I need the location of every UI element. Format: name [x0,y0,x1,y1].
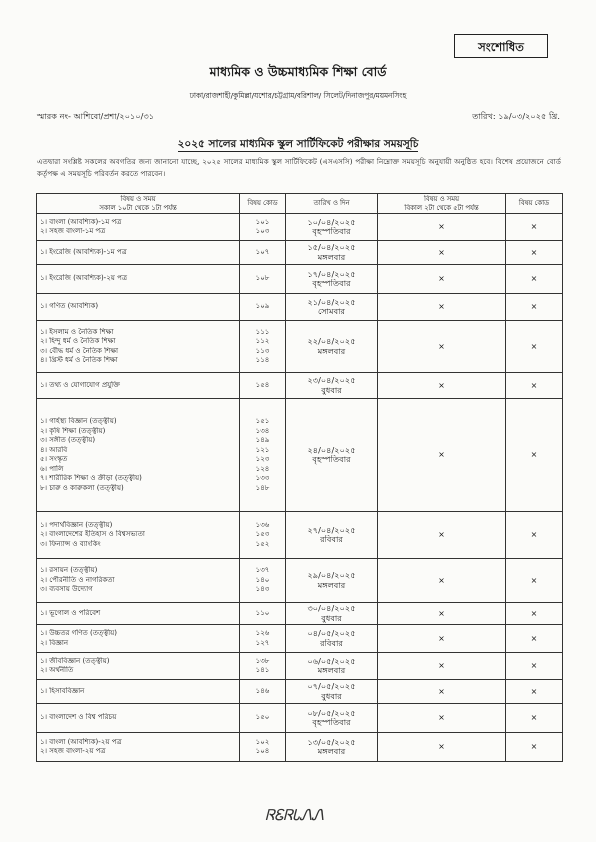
code-cell [240,603,286,625]
subject-code: ১০৩ [255,227,270,236]
subject-name: ৭। শারীরিক শিক্ষা ও ক্রীড়া (তত্ত্বীয়) [40,474,142,483]
afternoon-code-cell: × [506,653,563,680]
afternoon-subject-cell: × [378,512,506,559]
subject-name: ১। তথ্য ও যোগাযোগ প্রযুক্তি [40,380,120,389]
code-cell [240,321,286,373]
board-address: ঢাকা/রাজশাহী/কুমিল্লা/যশোর/চট্টগ্রাম/বরিশাল/ সিলেট/দিনাজপুর/ময়মনসিংহ [189,91,407,100]
subject-code: ১৩৮ [255,656,270,665]
subject-name: ২। কৃষি শিক্ষা (তত্ত্বীয়) [40,426,106,435]
table-row [37,321,563,373]
subject-cell [37,653,240,680]
exam-date: ২৯/০৪/২০২৫ [307,571,356,581]
date-cell [286,603,378,625]
subject-name: ১। ভূগোল ও পরিবেশ [40,608,101,617]
subject-cell [37,512,240,559]
subject-cell [37,321,240,373]
afternoon-code-cell: × [506,603,563,625]
afternoon-code-cell: × [506,265,563,294]
code-cell [240,704,286,733]
afternoon-subject-cell: × [378,241,506,265]
exam-day: বৃহস্পতিবার [312,279,351,289]
exam-date: ২৭/০৪/২০২৫ [307,525,356,535]
subject-name: ১। রসায়ন (তত্ত্বীয়) [40,566,98,575]
afternoon-code-cell: × [506,294,563,321]
subject-code: ১৪৮ [255,483,270,492]
subject-name: ১। জীববিজ্ঞান (তত্ত্বীয়) [40,656,110,665]
exam-date: ১৫/০৪/২০২৫ [307,243,356,253]
table-row [37,265,563,294]
subject-name: ৪। খ্রিস্ট ধর্ম ও নৈতিক শিক্ষা [40,356,118,365]
subject-name: ১। ইসলাম ও নৈতিক শিক্ষা [40,327,114,336]
code-cell [240,559,286,603]
subject-code: ১০৭ [255,247,270,256]
subject-code: ১০২ [255,737,270,746]
subject-code: ১৩৩ [255,474,270,483]
code-cell [240,265,286,294]
exam-day: বুধবার [321,613,342,623]
code-cell [240,241,286,265]
code-cell [240,733,286,762]
date-cell [286,680,378,704]
subject-code: ১০১ [255,217,270,226]
afternoon-code-cell: × [506,512,563,559]
afternoon-subject-cell: × [378,625,506,653]
header-subject-time [37,194,240,214]
subject-code: ১৪৬ [255,686,270,695]
header-afternoon-subject-label: বিষয় ও সময় [423,195,460,203]
subject-code: ১১২ [255,337,270,346]
table-row [37,294,563,321]
table-row [37,680,563,704]
date-cell [286,704,378,733]
subject-name: ২। সহজ বাংলা-২য় পত্র [40,747,106,756]
date-cell [286,214,378,241]
subject-cell [37,680,240,704]
exam-date: ০৮/০৫/২০২৫ [307,708,356,718]
exam-day: রবিবার [320,638,343,648]
document-title-text: ২০২৫ সালের মাধ্যমিক স্কুল সার্টিফিকেট পরীক্ষার সময়সূচি [177,138,419,150]
subject-code: ১২১ [255,445,270,454]
afternoon-code-cell: × [506,214,563,241]
subject-code: ১৩৪ [255,426,270,435]
subject-cell [37,733,240,762]
subject-cell [37,241,240,265]
afternoon-subject-cell: × [378,653,506,680]
exam-day: রবিবার [320,535,343,545]
exam-date: ৩০/০৪/২০২৫ [307,604,356,614]
subject-name: ৪। আরবি [40,445,68,454]
header-subject-time-label: বিষয় ও সময় [120,195,156,203]
code-cell [240,373,286,399]
afternoon-code-cell: × [506,399,563,512]
exam-date: ০৬/০৫/২০২৫ [307,656,356,666]
table-row [37,399,563,512]
subject-cell [37,704,240,733]
afternoon-subject-cell: × [378,733,506,762]
subject-code: ১৪৩ [255,585,270,594]
subject-name: ৮। চারু ও কারুকলা (তত্ত্বীয়) [40,483,124,492]
subject-name: ২। সহজ বাংলা-১ম পত্র [40,227,106,236]
exam-day: মঙ্গলবার [317,666,346,676]
exam-day: বুধবার [321,385,342,395]
code-cell [240,653,286,680]
subject-name: ১। ইংরেজি (আবশ্যিক)-২য় পত্র [40,274,127,283]
subject-name: ২। পৌরনীতি ও নাগরিকতা [40,575,115,584]
subject-code: ১০৮ [255,274,270,283]
exam-date: ২১/০৪/২০২৫ [307,297,356,307]
subject-code: ১৩৭ [255,566,270,575]
date-cell [286,321,378,373]
code-cell [240,680,286,704]
subject-code: ১১৩ [255,346,270,355]
exam-date: ০৭/০৫/২০২৫ [307,682,356,692]
code-cell [240,512,286,559]
table-row [37,559,563,603]
document-title [0,137,596,154]
date-cell [286,399,378,512]
afternoon-subject-cell: × [378,373,506,399]
subject-name: ৬। পালি [40,464,64,473]
issue-date: তারিখ: ১৯/০৩/২০২৫ খ্রি. [472,111,560,121]
subject-cell [37,294,240,321]
afternoon-subject-cell: × [378,399,506,512]
subject-cell [37,373,240,399]
subject-name: ২। অর্থনীতি [40,666,74,675]
table-row [37,241,563,265]
subject-cell [37,265,240,294]
afternoon-code-cell: × [506,680,563,704]
subject-code: ১৪০ [255,575,270,584]
date-cell [286,373,378,399]
subject-name: ৩। ফিন্যান্স ও ব্যাংকিং [40,539,101,548]
code-cell [240,294,286,321]
code-cell [240,214,286,241]
subject-name: ৫। সংস্কৃত [40,455,68,464]
afternoon-subject-cell: × [378,603,506,625]
subject-code: ১১০ [255,608,270,617]
header-code: বিষয় কোড [240,194,286,214]
subject-name: ২। বাংলাদেশের ইতিহাস ও বিশ্বসভ্যতা [40,530,145,539]
code-cell [240,625,286,653]
exam-date: ১৩/০৫/২০২৫ [307,737,356,747]
table-row [37,733,563,762]
exam-date: ১০/০৪/২০২৫ [307,217,356,227]
exam-day: বৃহস্পতিবার [312,718,351,728]
subject-name: ৩। সঙ্গীত (তত্ত্বীয়) [40,436,96,445]
subject-code: ১৫৪ [255,380,270,389]
date-cell [286,733,378,762]
table-row [37,603,563,625]
afternoon-subject-cell: × [378,680,506,704]
subject-name: ৩। বৌদ্ধ ধর্ম ও নৈতিক শিক্ষা [40,346,119,355]
subject-code: ১২৩ [255,455,270,464]
afternoon-code-cell: × [506,321,563,373]
subject-name: ২। বিজ্ঞান [40,638,69,647]
subject-name: ১। হিসাববিজ্ঞান [40,686,85,695]
subject-cell [37,625,240,653]
subject-code: ১৫১ [255,417,270,426]
table-row [37,373,563,399]
header-afternoon [378,194,506,214]
exam-date: ০৪/০৫/২০২৫ [307,629,356,639]
exam-day: বৃহস্পতিবার [312,455,351,465]
memo-number: স্মারক নং- আশিবো/প্রশা/২০১০/৩১ [37,111,155,121]
subject-code: ১০৯ [255,302,270,311]
date-cell [286,512,378,559]
table-row [37,512,563,559]
subject-name: ১। ইংরেজি (আবশ্যিক)-১ম পত্র [40,247,127,256]
subject-code: ১৪১ [255,666,270,675]
date-cell [286,653,378,680]
subject-name: ১। বাংলা (আবশ্যিক)-১ম পত্র [40,217,122,226]
subject-name: ১। গার্হস্থ্য বিজ্ঞান (তত্ত্বীয়) [40,417,117,426]
subject-code: ১০৪ [255,747,270,756]
subject-code: ১৫০ [255,713,270,722]
header-code-afternoon: বিষয় কোড [506,194,563,214]
exam-day: মঙ্গলবার [317,252,346,262]
date-cell [286,265,378,294]
header-date-day: তারিখ ও দিন [286,194,378,214]
afternoon-code-cell: × [506,559,563,603]
date-cell [286,294,378,321]
subject-name: ১। গণিত (আবশ্যিক) [40,302,99,311]
date-cell [286,241,378,265]
exam-day: মঙ্গলবার [317,747,346,757]
table-row [37,214,563,241]
subject-code: ১২৬ [255,629,270,638]
subject-code: ১৩৬ [255,520,270,529]
table-row [37,653,563,680]
intro-paragraph: এতদ্বারা সংশ্লিষ্ট সকলের অবগতির জন্য জানানো যাচ্ছে, ২০২৫ সালের মাধ্যমিক স্কুল সার্টিফিকেট (এসএসসি) পরীক্ষা নিম্নোক্ত সময়সূচি অনুযায়ী অনুষ্ঠিত হবে। বিশেষ প্রয়োজনে বোর্ড কর্তৃপক্ষ এ সময়সূচি পরিবর্তন করতে পারবেন। [37,157,561,179]
afternoon-subject-cell: × [378,704,506,733]
schedule-table [36,193,563,762]
exam-day: মঙ্গলবার [317,346,346,356]
afternoon-code-cell: × [506,704,563,733]
subject-cell [37,214,240,241]
subject-code: ১২৪ [255,464,270,473]
subject-name: ১। উচ্চতর গণিত (তত্ত্বীয়) [40,629,118,638]
subject-name: ১। বাংলাদেশ ও বিশ্ব পরিচয় [40,713,117,722]
subject-code: ১৫৩ [255,530,270,539]
afternoon-subject-cell: × [378,559,506,603]
afternoon-subject-cell: × [378,321,506,373]
exam-date: ২৪/০৪/২০২৫ [307,445,356,455]
signature: ᏒᏋᏒᏓᏁᏁ [265,806,324,824]
subject-cell [37,399,240,512]
header-morning-label: সকাল ১০টা থেকে ১টা পর্যন্ত [99,203,177,212]
afternoon-subject-cell: × [378,265,506,294]
exam-date: ২৩/০৪/২০২৫ [307,376,356,386]
afternoon-code-cell: × [506,241,563,265]
subject-code: ১১১ [255,327,270,336]
date-cell [286,559,378,603]
subject-code: ১৫২ [255,539,270,548]
subject-cell [37,559,240,603]
afternoon-subject-cell: × [378,294,506,321]
subject-name: ২। হিন্দু ধর্ম ও নৈতিক শিক্ষা [40,337,116,346]
exam-day: মঙ্গলবার [317,580,346,590]
subject-name: ১। বাংলা (আবশ্যিক)-২য় পত্র [40,737,122,746]
table-row [37,625,563,653]
exam-day: সোমবার [317,307,346,317]
date-cell [286,625,378,653]
subject-code: ১১৪ [255,356,270,365]
table-row [37,704,563,733]
afternoon-code-cell: × [506,733,563,762]
exam-day: বৃহস্পতিবার [312,227,351,237]
afternoon-subject-cell: × [378,214,506,241]
exam-day: বুধবার [321,691,342,701]
board-title: মাধ্যমিক ও উচ্চমাধ্যমিক শিক্ষা বোর্ড [209,64,387,79]
table-header-row [37,194,563,214]
afternoon-code-cell: × [506,625,563,653]
subject-name: ১। পদার্থবিজ্ঞান (তত্ত্বীয়) [40,520,113,529]
code-cell [240,399,286,512]
subject-code: ১২৭ [255,638,270,647]
header-afternoon-label: বিকাল ২টা থেকে ৫টা পর্যন্ত [404,203,479,212]
subject-cell [37,603,240,625]
afternoon-code-cell: × [506,373,563,399]
exam-date: ১৭/০৪/২০২৫ [307,269,356,279]
revised-badge: সংশোধিত [454,34,548,58]
exam-date: ২২/০৪/২০২৫ [307,337,356,347]
subject-name: ৩। ব্যবসায় উদ্যোগ [40,585,93,594]
subject-code: ১৪৯ [255,436,270,445]
